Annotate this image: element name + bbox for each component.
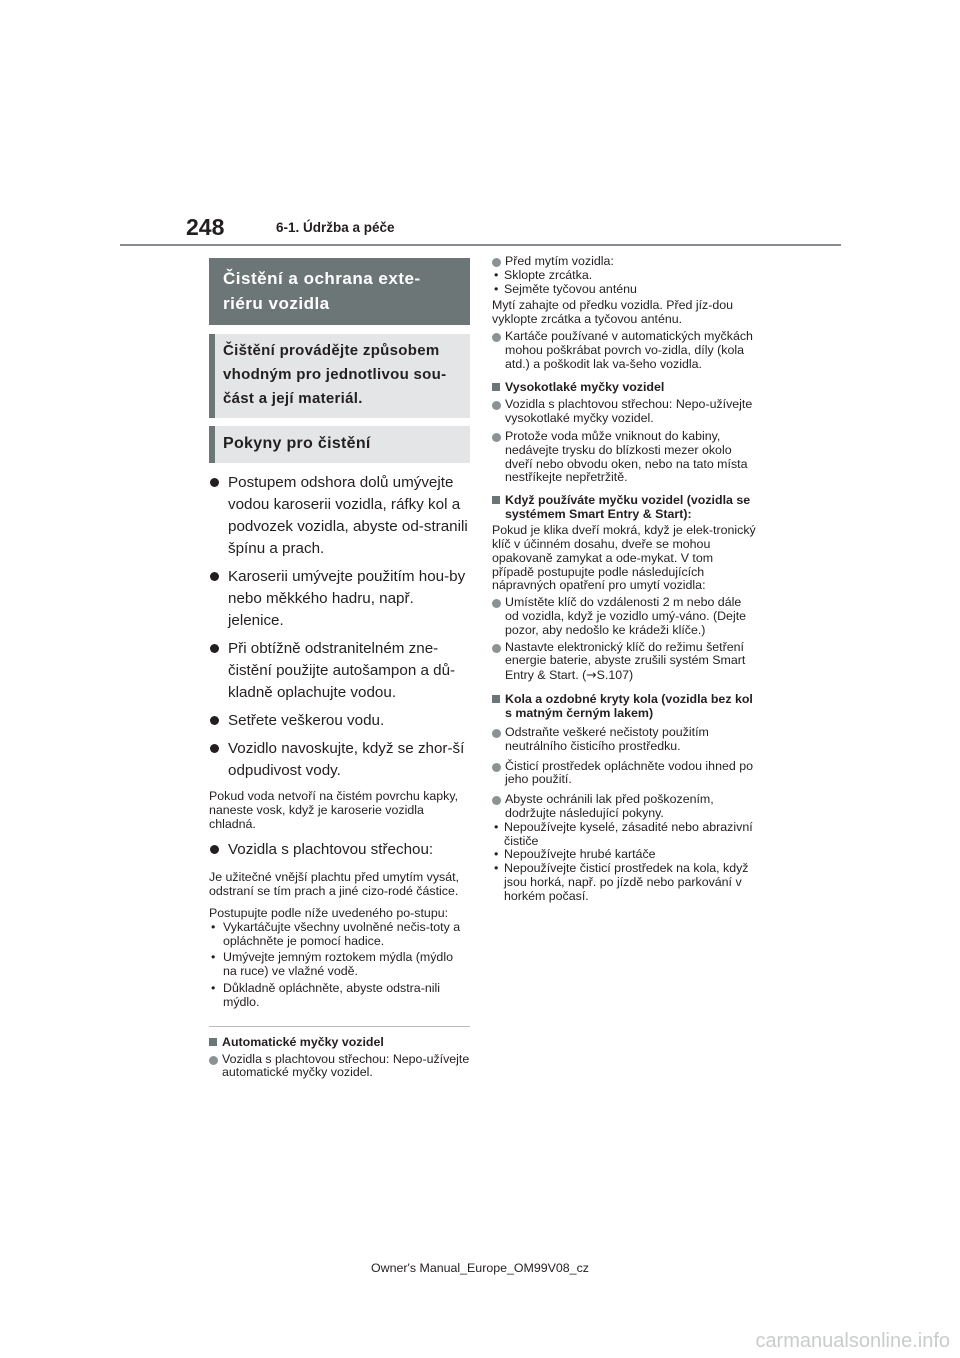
list-item: Kartáče používané v automatických myčkách mohou poškrábat povrch vo-zidla, díly (kola atd.) a poškodit lak va-šeho vozidla.: [492, 330, 758, 371]
arrow-right-icon: →: [586, 667, 597, 683]
divider: [209, 1026, 470, 1027]
heading-wheels: Kola a ozdobné kryty kola (vozidla bez kol s matným černým lakem): [492, 692, 758, 720]
left-column: [209, 258, 470, 1080]
list-item: Umístěte klíč do vzdálenosti 2 m nebo dále od vozidla, když je vozidlo umý-váno. (Dejte pozor, aby nedošlo ke krádeži klíče.): [492, 596, 758, 637]
roof-note: Je užitečné vnější plachtu před umytím vysát, odstraní se tím prach a jiné cizo-rodé částice.: [209, 870, 459, 899]
subhead-cleaning-tips: Pokyny pro čistění: [209, 426, 470, 463]
list-item: Setřete veškerou vodu.: [209, 710, 470, 732]
list-item: • Umývejte jemným roztokem mýdla (mýdlo na ruce) ve vlažné vodě.: [209, 951, 470, 979]
list-item: • Nepoužívejte hrubé kartáče: [492, 848, 758, 862]
list-item: • Sejměte tyčovou anténu: [492, 283, 758, 297]
heading-smart-entry-wash: Když používáte myčku vozidel (vozidla se systémem Smart Entry & Start):: [492, 493, 758, 521]
list-item: Postupem odshora dolů umývejte vodou karoserii vozidla, ráfky kol a podvozek vozidla, abyste od-stranili špínu a prach.: [209, 472, 470, 560]
list-item: Protože voda může vniknout do kabiny, nedávejte trysku do blízkosti mezer okolo dveří nebo obvodu oken, nebo na tato místa nestříkejte nepřetržitě.: [492, 430, 758, 485]
list-item: • Nepoužívejte kyselé, zásadité nebo abrazivní čističe: [492, 821, 758, 849]
list-item: Vozidla s plachtovou střechou:: [209, 839, 470, 861]
list-item: Čisticí prostředek opláchněte vodou ihned po jeho použití.: [492, 760, 758, 788]
list-item: [492, 641, 758, 683]
footer-manual-id: Owner's Manual_Europe_OM99V08_cz: [371, 1261, 589, 1275]
heading-high-pressure-wash: Vysokotlaké myčky vozidel: [492, 380, 758, 394]
list-item: • Důkladně opláchněte, abyste odstra-nili mýdlo.: [209, 982, 470, 1010]
bullet-list: [209, 472, 470, 782]
wax-note: Pokud voda netvoří na čistém povrchu kapky, naneste vosk, když je karoserie vozidla chladná.: [209, 789, 459, 831]
list-item: • Vykartáčujte všechny uvolněné nečis-toty a opláchněte je pomocí hadice.: [209, 921, 470, 949]
roof-procedure-intro: Postupujte podle níže uvedeného po-stupu:: [209, 905, 449, 920]
topic-intro-box: Čištění provádějte způsobem vhodným pro jednotlivou sou-část a její materiál.: [209, 334, 470, 418]
page-reference-link[interactable]: S.107): [596, 668, 634, 683]
right-column: [492, 255, 758, 903]
list-item: Při obtížně odstranitelném zne-čistění použijte autošampon a dů-kladně oplachujte vodou.: [209, 638, 470, 704]
list-item: Vozidla s plachtovou střechou: Nepo-užívejte vysokotlaké myčky vozidel.: [492, 398, 758, 426]
before-wash-note: Mytí zahajte od předku vozidla. Před jíz-dou vyklopte zrcátka a tyčovou anténu.: [492, 298, 734, 327]
list-item: Karoserii umývejte použitím hou-by nebo měkkého hadru, např. jelenice.: [209, 566, 470, 632]
item-text: Nastavte elektronický klíč do režimu šetření energie baterie, abyste zrušili systém Smart Entry & Start. (: [505, 639, 746, 683]
list-item: Vozidla s plachtovou střechou: Nepo-užívejte automatické myčky vozidel.: [209, 1053, 470, 1081]
topic-title-box: Čistění a ochrana exte-riéru vozidla: [209, 258, 470, 325]
roof-steps: [209, 921, 470, 1010]
list-item: • Nepoužívejte čisticí prostředek na kola, když jsou horká, např. po jízdě nebo parkování v horkém počasí.: [492, 862, 758, 903]
section-title: 6-1. Údržba a péče: [276, 220, 395, 235]
watermark: carmanualsonline.info: [755, 1330, 950, 1352]
list-item: • Sklopte zrcátka.: [492, 269, 758, 283]
list-item: Před mytím vozidla:: [492, 255, 758, 269]
smart-entry-note: Pokud je klika dveří mokrá, když je elek-tronický klíč v účinném dosahu, dveře se mohou opakovaně zamykat a ode-mykat. V tom případě postupujte podle následujících nápravných opatření pro umytí vozidla:: [492, 523, 756, 593]
list-item: Vozidlo navoskujte, když se zhor-ší odpudivost vody.: [209, 738, 470, 782]
heading-automatic-car-wash: Automatické myčky vozidel: [209, 1035, 470, 1049]
page-number: 248: [186, 214, 225, 240]
list-item: Odstraňte veškeré nečistoty použitím neutrálního čisticího prostředku.: [492, 726, 758, 754]
header-rule: [120, 244, 841, 246]
list-item: Abyste ochránili lak před poškozením, dodržujte následující pokyny.: [492, 793, 758, 821]
